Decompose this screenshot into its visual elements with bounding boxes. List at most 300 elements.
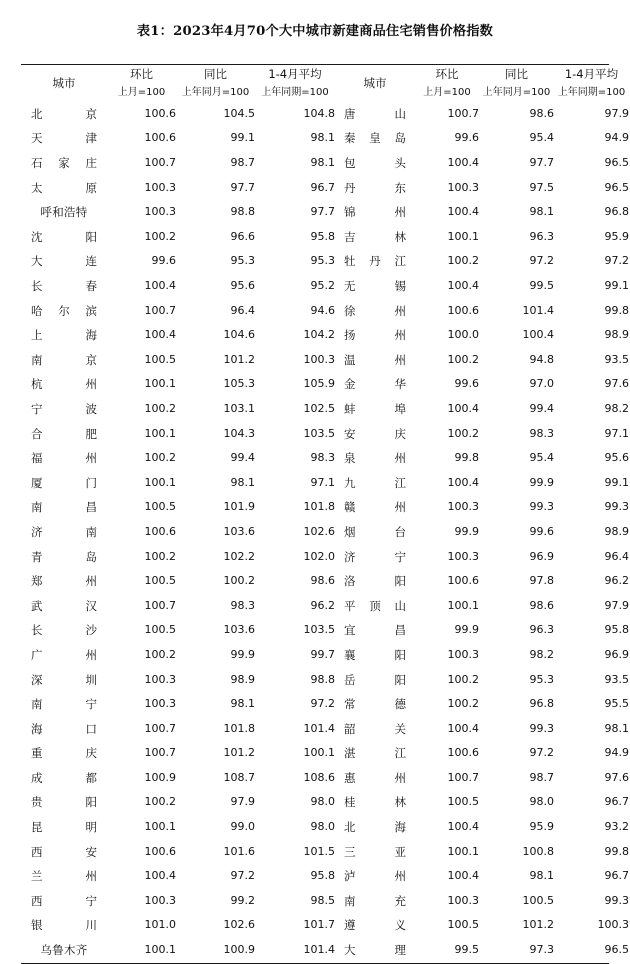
mom-value-right: 100.7 [447,106,479,120]
city-name: 宁波 [31,401,97,416]
mom-value-right: 100.4 [447,156,479,170]
avg-value-left: 105.9 [303,377,335,391]
yoy-value-left: 101.9 [223,500,255,514]
avg-value-right: 93.5 [604,672,629,686]
city-cell-right [335,126,415,151]
mom-value-left: 100.6 [144,131,176,145]
city-cell-right [335,102,415,127]
yoy-value-right: 97.3 [529,943,554,957]
mom-value-left: 100.2 [144,401,176,415]
city-cell-right [335,348,415,373]
header-row-primary [21,65,629,84]
avg-value-left: 98.6 [310,574,335,588]
city-cell-right [335,569,415,594]
city-name: 重庆 [31,746,97,761]
city-name: 西安 [31,844,97,859]
city-cell-left [21,545,107,570]
yoy-value-right: 99.9 [529,475,554,489]
city-name: 宜昌 [344,623,406,638]
header-yoy-left: 同比 [204,66,227,81]
avg-value-right: 96.5 [604,180,629,194]
city-name: 遵义 [344,918,406,933]
mom-value-right: 100.1 [447,598,479,612]
city-name: 福州 [31,451,97,466]
city-cell-left [21,200,107,225]
city-cell-left [21,299,107,324]
mom-value-right: 100.3 [447,647,479,661]
city-cell-left [21,766,107,791]
yoy-value-right: 95.3 [529,672,554,686]
avg-value-left: 98.0 [310,795,335,809]
city-name: 海口 [31,721,97,736]
city-name: 北京 [31,106,97,121]
city-name: 泉州 [344,451,406,466]
city-name: 牡丹江 [344,254,406,269]
table-header [21,65,629,102]
yoy-value-right: 101.2 [522,918,554,932]
mom-value-left: 100.1 [144,820,176,834]
avg-value-left: 95.8 [310,229,335,243]
city-cell-left [21,741,107,766]
city-cell-left [21,594,107,619]
yoy-value-right: 97.2 [529,254,554,268]
table-row [21,840,629,865]
mom-value-left: 100.5 [144,574,176,588]
avg-value-right: 97.6 [604,770,629,784]
city-name: 呼和浩特 [40,205,88,220]
city-name: 湛江 [344,746,406,761]
avg-value-left: 101.4 [303,943,335,957]
avg-value-right: 99.3 [604,500,629,514]
yoy-value-right: 96.8 [529,697,554,711]
city-name: 沈阳 [31,229,97,244]
table-row [21,618,629,643]
mom-value-right: 100.6 [447,303,479,317]
city-cell-right [335,323,415,348]
mom-value-left: 100.2 [144,549,176,563]
city-name: 石家庄 [31,156,97,171]
city-cell-left [21,520,107,545]
yoy-value-left: 108.7 [223,770,255,784]
yoy-value-left: 99.9 [230,647,255,661]
avg-value-right: 99.3 [604,893,629,907]
city-cell-right [335,594,415,619]
city-name: 桂林 [344,795,406,810]
yoy-value-right: 98.7 [529,770,554,784]
mom-value-right: 100.3 [447,180,479,194]
mom-value-right: 100.1 [447,844,479,858]
header-avg-base-left: 上年同期=100 [261,86,329,98]
table-row [21,249,629,274]
table-row [21,299,629,324]
yoy-value-left: 98.1 [230,697,255,711]
city-cell-right [335,741,415,766]
city-cell-right [335,471,415,496]
city-name: 岳阳 [344,672,406,687]
avg-value-right: 99.8 [604,303,629,317]
city-cell-left [21,372,107,397]
city-cell-left [21,397,107,422]
avg-value-right: 95.5 [604,697,629,711]
mom-value-left: 100.1 [144,475,176,489]
city-cell-left [21,323,107,348]
table-bottom-rule [21,963,609,964]
city-name: 深圳 [31,672,97,687]
yoy-value-right: 99.3 [529,721,554,735]
mom-value-left: 100.6 [144,106,176,120]
avg-value-right: 98.9 [604,328,629,342]
yoy-value-left: 99.4 [230,451,255,465]
yoy-value-right: 98.2 [529,647,554,661]
city-cell-left [21,889,107,914]
avg-value-right: 97.2 [604,254,629,268]
city-name: 南充 [344,893,406,908]
city-cell-left [21,790,107,815]
city-cell-right [335,840,415,865]
city-name: 厦门 [31,475,97,490]
table-row [21,569,629,594]
header-mom-left: 环比 [130,66,153,81]
yoy-value-right: 99.5 [529,279,554,292]
table-row [21,323,629,348]
yoy-value-left: 96.4 [230,303,255,317]
price-index-table [21,65,629,963]
avg-value-right: 98.9 [604,524,629,538]
yoy-value-left: 98.9 [230,672,255,686]
city-name: 天津 [31,131,97,146]
city-name: 温州 [344,352,406,367]
city-name: 三亚 [344,844,406,859]
mom-value-right: 100.3 [447,549,479,563]
city-name: 常德 [344,697,406,712]
mom-value-right: 100.2 [447,697,479,711]
mom-value-left: 100.5 [144,623,176,637]
mom-value-left: 100.3 [144,893,176,907]
mom-value-left: 100.2 [144,647,176,661]
avg-value-left: 98.1 [310,156,335,170]
city-cell-left [21,225,107,250]
city-cell-right [335,176,415,201]
mom-value-left: 100.3 [144,672,176,686]
yoy-value-left: 103.1 [223,401,255,415]
header-avg-left: 1-4月平均 [268,66,322,81]
table-row [21,938,629,963]
table-row [21,815,629,840]
table-row [21,397,629,422]
yoy-value-left: 104.6 [223,328,255,342]
city-name: 济宁 [344,549,406,564]
avg-value-right: 96.7 [604,869,629,883]
yoy-value-right: 98.1 [529,869,554,883]
avg-value-left: 98.3 [310,451,335,465]
mom-value-right: 100.7 [447,770,479,784]
avg-value-left: 101.5 [303,844,335,858]
yoy-value-right: 95.9 [529,820,554,834]
city-name: 太原 [31,180,97,195]
table-row [21,594,629,619]
yoy-value-left: 102.6 [223,918,255,932]
city-cell-right [335,545,415,570]
avg-value-left: 95.2 [310,279,335,292]
mom-value-right: 100.4 [447,279,479,292]
header-avg-base-right: 上年同期=100 [557,86,626,98]
header-city-left: 城市 [52,76,76,91]
yoy-value-left: 97.9 [230,795,255,809]
mom-value-right: 100.2 [447,352,479,366]
mom-value-right: 100.5 [447,795,479,809]
avg-value-left: 97.7 [310,205,335,219]
avg-value-right: 97.9 [604,598,629,612]
city-cell-right [335,299,415,324]
city-name: 西宁 [31,893,97,908]
city-cell-right [335,372,415,397]
avg-value-right: 99.8 [604,844,629,858]
yoy-value-left: 97.7 [230,180,255,194]
mom-value-right: 100.5 [447,918,479,932]
yoy-value-left: 104.3 [223,426,255,440]
yoy-value-right: 100.4 [522,328,554,342]
table-row [21,692,629,717]
yoy-value-right: 98.1 [529,205,554,219]
mom-value-left: 99.6 [151,254,176,268]
mom-value-right: 100.4 [447,721,479,735]
city-cell-left [21,864,107,889]
yoy-value-left: 103.6 [223,524,255,538]
table-row [21,200,629,225]
avg-value-right: 96.2 [604,574,629,588]
avg-value-left: 98.0 [310,820,335,834]
city-name: 丹东 [344,180,406,195]
yoy-value-right: 97.0 [529,377,554,391]
mom-value-left: 100.5 [144,352,176,366]
avg-value-right: 97.6 [604,377,629,391]
table-row [21,176,629,201]
city-cell-right [335,225,415,250]
mom-value-left: 101.0 [144,918,176,932]
city-name: 安庆 [344,426,406,441]
city-cell-left [21,913,107,938]
mom-value-right: 99.6 [454,131,479,145]
yoy-value-right: 98.6 [529,106,554,120]
yoy-value-left: 95.6 [230,279,255,292]
yoy-value-left: 100.9 [223,943,255,957]
avg-value-left: 104.2 [303,328,335,342]
city-cell-right [335,495,415,520]
yoy-value-left: 96.6 [230,229,255,243]
city-cell-right [335,643,415,668]
city-name: 杭州 [31,377,97,392]
avg-value-left: 102.6 [303,524,335,538]
price-index-table-container [21,64,629,964]
mom-value-left: 100.1 [144,377,176,391]
city-cell-right [335,815,415,840]
header-yoy-right: 同比 [505,66,528,81]
mom-value-right: 100.4 [447,401,479,415]
yoy-value-left: 101.6 [223,844,255,858]
city-cell-left [21,176,107,201]
avg-value-right: 98.2 [604,401,629,415]
mom-value-left: 100.3 [144,205,176,219]
avg-value-right: 95.8 [604,623,629,637]
city-name: 上海 [31,328,97,343]
table-row [21,495,629,520]
table-row [21,471,629,496]
avg-value-right: 96.5 [604,943,629,957]
avg-value-right: 99.1 [604,279,629,292]
table-row [21,372,629,397]
mom-value-left: 100.1 [144,943,176,957]
city-cell-right [335,668,415,693]
avg-value-left: 102.5 [303,401,335,415]
mom-value-right: 99.9 [454,623,479,637]
city-name: 襄阳 [344,647,406,662]
table-row [21,520,629,545]
city-name: 兰州 [31,869,97,884]
city-cell-left [21,815,107,840]
city-cell-right [335,766,415,791]
city-cell-right [335,151,415,176]
mom-value-right: 100.4 [447,820,479,834]
yoy-value-left: 101.8 [223,721,255,735]
yoy-value-right: 100.8 [522,844,554,858]
mom-value-right: 100.4 [447,475,479,489]
city-name: 贵阳 [31,795,97,810]
city-name: 唐山 [344,106,406,121]
avg-value-left: 97.2 [310,697,335,711]
avg-value-left: 101.8 [303,500,335,514]
city-cell-left [21,422,107,447]
avg-value-left: 99.7 [310,647,335,661]
city-cell-right [335,717,415,742]
city-name: 泸州 [344,869,406,884]
avg-value-left: 97.1 [310,475,335,489]
avg-value-right: 95.9 [604,229,629,243]
avg-value-left: 100.3 [303,352,335,366]
city-name: 南宁 [31,697,97,712]
city-cell-left [21,840,107,865]
yoy-value-right: 96.3 [529,623,554,637]
avg-value-left: 98.5 [310,893,335,907]
yoy-value-left: 105.3 [223,377,255,391]
yoy-value-left: 99.0 [230,820,255,834]
yoy-value-right: 96.3 [529,229,554,243]
mom-value-left: 100.7 [144,721,176,735]
city-name: 济南 [31,524,97,539]
city-name: 韶关 [344,721,406,736]
yoy-value-left: 103.6 [223,623,255,637]
city-name: 哈尔滨 [31,303,97,318]
avg-value-left: 94.6 [310,303,335,317]
header-city-right: 城市 [363,76,387,91]
avg-value-right: 96.9 [604,647,629,661]
yoy-value-left: 99.1 [230,131,255,145]
mom-value-left: 100.9 [144,770,176,784]
table-row [21,151,629,176]
city-name: 包头 [344,156,406,171]
city-cell-left [21,643,107,668]
city-cell-right [335,274,415,299]
city-name: 银川 [31,918,97,933]
avg-value-left: 108.6 [303,770,335,784]
city-cell-left [21,446,107,471]
avg-value-right: 94.9 [604,746,629,760]
city-name: 郑州 [31,574,97,589]
table-body [21,102,629,963]
city-name: 昆明 [31,820,97,835]
avg-value-right: 97.1 [604,426,629,440]
city-cell-left [21,692,107,717]
city-name: 乌鲁木齐 [40,943,88,958]
mom-value-left: 100.3 [144,697,176,711]
avg-value-left: 103.5 [303,623,335,637]
yoy-value-left: 98.3 [230,598,255,612]
yoy-value-right: 100.5 [522,893,554,907]
city-name: 长沙 [31,623,97,638]
city-name: 秦皇岛 [344,131,406,146]
table-row [21,790,629,815]
yoy-value-right: 95.4 [529,131,554,145]
yoy-value-left: 104.5 [223,106,255,120]
city-name: 南昌 [31,500,97,515]
city-name: 青岛 [31,549,97,564]
city-name: 武汉 [31,598,97,613]
mom-value-right: 100.2 [447,426,479,440]
yoy-value-right: 99.3 [529,500,554,514]
table-row [21,717,629,742]
yoy-value-left: 98.7 [230,156,255,170]
yoy-value-left: 102.2 [223,549,255,563]
city-name: 徐州 [344,303,406,318]
city-cell-left [21,126,107,151]
yoy-value-left: 95.3 [230,254,255,268]
avg-value-left: 101.7 [303,918,335,932]
mom-value-right: 99.5 [454,943,479,957]
city-name: 北海 [344,820,406,835]
avg-value-left: 104.8 [303,106,335,120]
city-cell-right [335,397,415,422]
mom-value-right: 100.2 [447,672,479,686]
mom-value-left: 100.2 [144,795,176,809]
city-cell-right [335,790,415,815]
header-row-secondary [21,84,629,102]
yoy-value-left: 97.2 [230,869,255,883]
city-name: 九江 [344,475,406,490]
table-row [21,889,629,914]
city-name: 平顶山 [344,598,406,613]
yoy-value-right: 95.4 [529,451,554,465]
header-mom-right: 环比 [435,66,459,81]
city-cell-right [335,618,415,643]
city-name: 南京 [31,352,97,367]
avg-value-right: 100.3 [597,918,629,932]
city-name: 广州 [31,647,97,662]
avg-value-left: 98.8 [310,672,335,686]
avg-value-left: 96.7 [310,180,335,194]
table-row [21,225,629,250]
avg-value-right: 93.5 [604,352,629,366]
city-name: 大连 [31,254,97,269]
city-cell-left [21,249,107,274]
avg-value-right: 96.5 [604,156,629,170]
yoy-value-right: 98.0 [529,795,554,809]
mom-value-right: 100.6 [447,746,479,760]
city-cell-right [335,446,415,471]
yoy-value-right: 96.9 [529,549,554,563]
avg-value-right: 96.8 [604,205,629,219]
table-row [21,348,629,373]
yoy-value-right: 98.3 [529,426,554,440]
city-name: 成都 [31,770,97,785]
